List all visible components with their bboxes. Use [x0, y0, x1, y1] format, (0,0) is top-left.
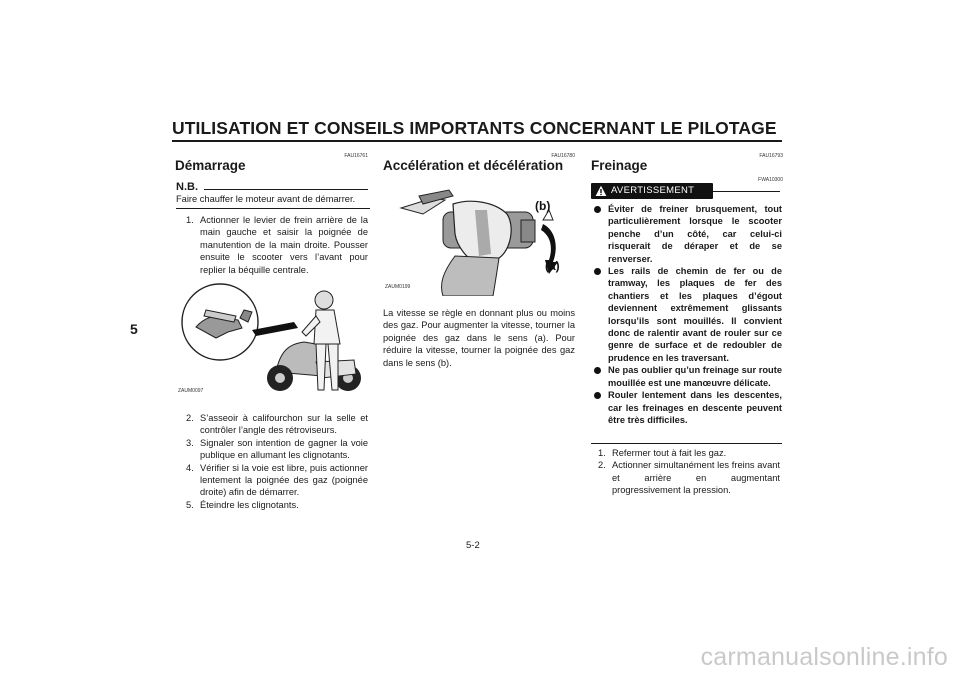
list-item	[598, 447, 780, 459]
bullet-icon	[594, 268, 601, 275]
note-rule	[204, 189, 368, 190]
page-title: UTILISATION ET CONSEILS IMPORTANTS CONCERNANT LE PILOTAGE	[172, 118, 777, 138]
step-text: Vérifier si la voie est libre, puis actionner lentement la poignée des gaz (poignée droite) afin de démarrer.	[200, 462, 368, 498]
list-item	[186, 412, 368, 437]
section-heading: Accélération et décélération	[383, 158, 564, 173]
section-code: FAU16780	[551, 153, 575, 159]
step-text: Refermer tout à fait les gaz.	[612, 448, 727, 458]
figure-id: ZAUM0199	[385, 284, 411, 290]
warning-list	[594, 203, 782, 426]
section-code: FAU16761	[344, 153, 368, 159]
direction-label-a: (a)	[545, 259, 560, 273]
list-item	[594, 364, 782, 389]
warning-badge	[591, 183, 713, 199]
bullet-icon	[594, 392, 601, 399]
direction-label-b: (b)	[535, 199, 551, 213]
warning-text: Les rails de chemin de fer ou de tramway, les plaques de fer des chantiers et les plaques d’égout deviennent extrêmement glissants lorsqu’ils sont mouillés. Il convient donc de ralentir avant de rouler sur ce genre de surface et de redoubler de prudence en les traversant.	[608, 266, 782, 363]
section-code: FAU16793	[759, 153, 783, 159]
note-text: Faire chauffer le moteur avant de démarrer.	[176, 194, 356, 204]
step-number: 2.	[598, 460, 606, 471]
warning-triangle-icon	[595, 185, 607, 197]
list-item	[594, 389, 782, 426]
list-item	[186, 499, 368, 511]
step-text: Éteindre les clignotants.	[200, 499, 299, 510]
list-item	[186, 214, 368, 276]
figure-id: ZAUM0097	[178, 388, 204, 394]
step-number: 1.	[186, 215, 194, 225]
step-text: Actionner le levier de frein arrière de la main gauche et saisir la poignée de manutention de la main droite. Pousser ensuite le scooter vers l’avant pour replier la béquille centrale.	[200, 215, 368, 275]
step-number: 2.	[186, 413, 194, 423]
list-item	[594, 265, 782, 364]
throttle-figure	[383, 180, 577, 296]
step-number: 4.	[186, 462, 194, 473]
step-number: 5.	[186, 499, 194, 510]
warning-code: FWA10300	[758, 177, 783, 183]
bullet-icon	[594, 206, 601, 213]
body-paragraph: La vitesse se règle en donnant plus ou moins des gaz. Pour augmenter la vitesse, tourner la poignée des gaz dans le sens (a). Pour réduire la vitesse, tourner la poignée des gaz dans le sens (b).	[383, 308, 575, 368]
scooter-illustration	[176, 282, 370, 402]
step-text: S’asseoir à califourchon sur la selle et contrôler l’angle des rétroviseurs.	[200, 413, 368, 436]
step-number: 3.	[186, 437, 194, 448]
warning-text: Ne pas oublier qu’un freinage sur route mouillée est une manœuvre délicate.	[608, 365, 782, 388]
page-number: 5-2	[466, 540, 480, 551]
watermark: carmanualsonline.info	[700, 643, 948, 671]
throttle-illustration	[383, 180, 577, 296]
warning-text: Rouler lentement dans les descentes, car les freinages en descente peuvent être très difficiles.	[608, 390, 782, 425]
warning-end-rule	[591, 443, 782, 444]
warning-text: Éviter de freiner brusquement, tout particulièrement lorsque le scooter penche d’un côté, car celui-ci risquerait de déraper et de se renverser.	[608, 204, 782, 264]
steps-list	[598, 447, 780, 497]
startup-figure	[176, 282, 370, 402]
step-text: Signaler son intention de gagner la voie publique en allumant les clignotants.	[200, 437, 368, 461]
warning-rule	[713, 191, 780, 192]
step-number: 1.	[598, 448, 606, 458]
list-item	[594, 203, 782, 265]
note-rule-bottom	[176, 208, 370, 209]
steps-list	[186, 214, 368, 276]
chapter-tab: 5	[130, 321, 138, 337]
warning-label: AVERTISSEMENT	[611, 185, 695, 196]
list-item	[186, 462, 368, 499]
steps-list	[186, 412, 368, 511]
note-label: N.B.	[176, 181, 198, 193]
bullet-icon	[594, 367, 601, 374]
section-heading: Freinage	[591, 158, 648, 173]
list-item	[186, 437, 368, 462]
title-rule	[172, 140, 782, 142]
step-text: Actionner simultanément les freins avant et arrière en augmentant progressivement la pression.	[612, 460, 780, 496]
section-heading: Démarrage	[175, 158, 246, 173]
list-item	[598, 459, 780, 496]
